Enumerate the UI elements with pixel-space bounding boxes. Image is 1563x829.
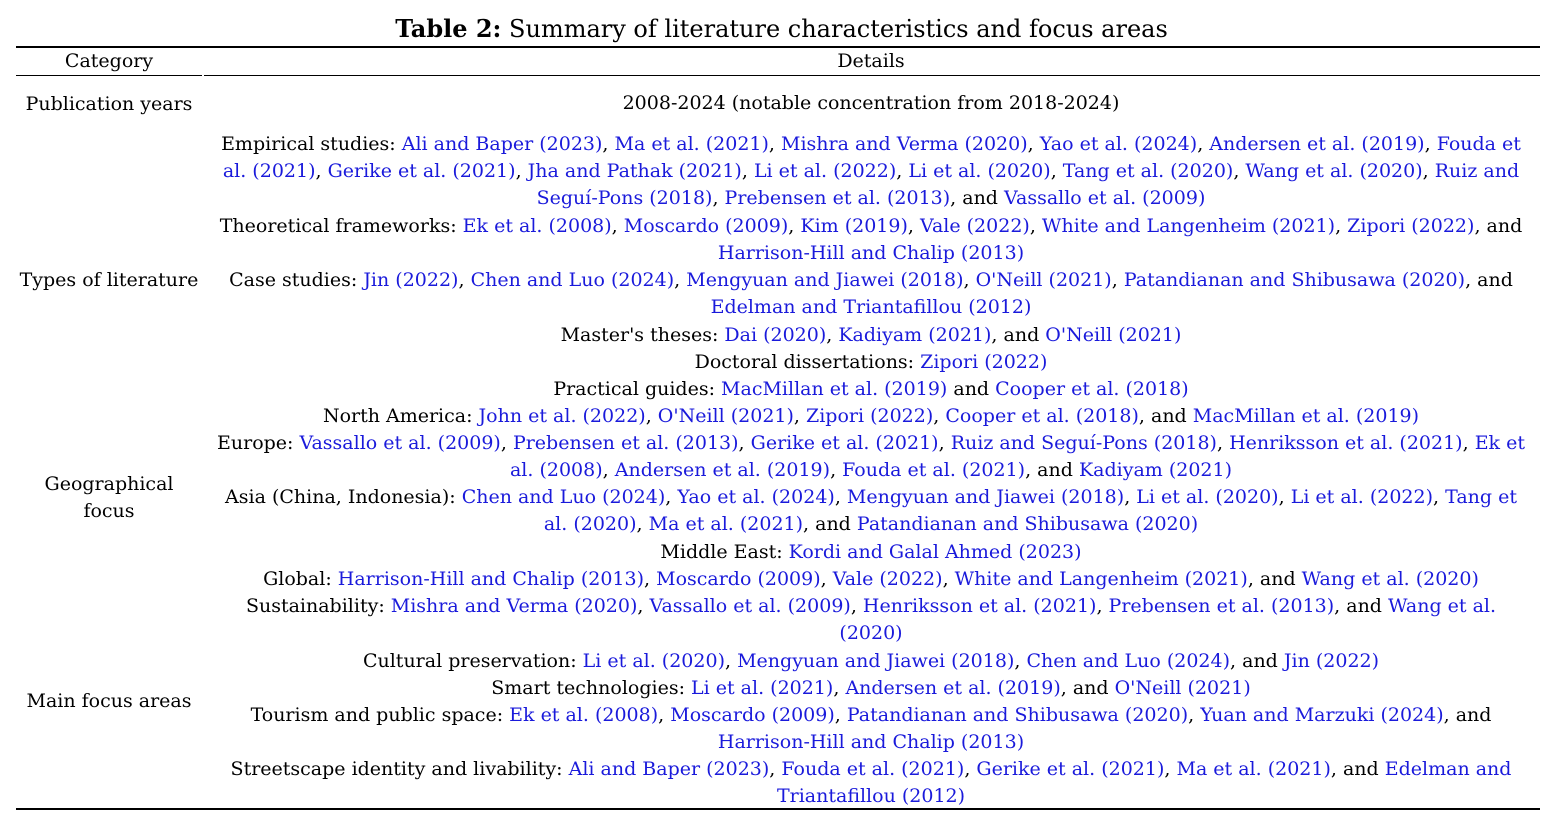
entry-text: Asia (China, Indonesia): (225, 486, 462, 508)
citation-link[interactable]: Tang et al. (2020) (543, 486, 1517, 535)
table-caption-label: Table 2: (395, 14, 502, 43)
entry-text: , (1027, 133, 1040, 155)
citation-link[interactable]: Patandianan and Shibusawa (2020) (846, 704, 1189, 726)
entry-text: Doctoral dissertations: (694, 351, 921, 373)
entry-text: , and (803, 513, 857, 535)
citation-link[interactable]: Cooper et al. (2018) (945, 405, 1139, 427)
citation-link[interactable]: Fouda et al. (2021) (781, 758, 965, 780)
citation-link[interactable]: Edelman and Triantafillou (2012) (710, 296, 1032, 318)
citation-link[interactable]: White and Langenheim (2021) (1041, 215, 1336, 237)
citation-link[interactable]: Ma et al. (2021) (1176, 758, 1331, 780)
entry-text: , (741, 160, 754, 182)
details-entry (212, 349, 1530, 376)
citation-link[interactable]: Chen and Luo (2024) (461, 486, 666, 508)
details-entry (212, 566, 1530, 593)
citation-link[interactable]: Mengyuan and Jiawei (2018) (846, 486, 1125, 508)
entry-text: , (830, 459, 843, 481)
entry-text: , (833, 677, 846, 699)
citation-link[interactable]: Mengyuan and Jiawei (2018) (737, 650, 1015, 672)
details-entry (212, 593, 1530, 647)
citation-link[interactable]: Fouda et al. (2021) (222, 133, 1521, 182)
entry-text: , (1164, 758, 1177, 780)
citation-link[interactable]: Ruiz and Seguí-Pons (2018) (950, 432, 1217, 454)
entry-text: , (1197, 133, 1210, 155)
entry-text: , (1014, 650, 1027, 672)
details-entry (212, 756, 1530, 810)
category-label: Types of literature (19, 268, 199, 291)
entry-text: Middle East: (660, 541, 789, 563)
citation-link[interactable]: Patandianan and Shibusawa (2020) (1123, 269, 1466, 291)
citation-link[interactable]: Li et al. (2020) (582, 650, 725, 672)
entry-text: , (665, 486, 678, 508)
citation-link[interactable]: Ma et al. (2021) (648, 513, 804, 535)
citation-link[interactable]: Henriksson et al. (2021) (862, 595, 1097, 617)
citation-link[interactable]: Li et al. (2022) (1290, 486, 1434, 508)
entry-text: , (938, 432, 951, 454)
entry-text: , and (1138, 405, 1193, 427)
citation-link[interactable]: Kadiyam (2021) (838, 324, 992, 346)
citation-link[interactable]: Gerike et al. (2021) (327, 160, 516, 182)
citation-link[interactable]: Li et al. (2021) (691, 677, 834, 699)
details-entry (212, 484, 1530, 538)
citation-link[interactable]: Ali and Baper (2023) (568, 758, 770, 780)
citation-link[interactable]: Kadiyam (2021) (1078, 459, 1233, 481)
citation-link[interactable]: Li et al. (2022) (753, 160, 897, 182)
citation-link[interactable]: Zipori (2022) (1347, 215, 1475, 237)
entry-text: Smart technologies: (491, 677, 692, 699)
citation-link[interactable]: Vale (2022) (832, 568, 943, 590)
citation-link[interactable]: MacMillan et al. (2019) (721, 378, 948, 400)
citation-link[interactable]: O'Neill (2021) (975, 269, 1112, 291)
citation-link[interactable]: Gerike et al. (2021) (976, 758, 1165, 780)
citation-link[interactable]: Kim (2019) (800, 215, 908, 237)
entry-text: , and (1474, 215, 1523, 237)
entry-text: , (515, 160, 528, 182)
entry-text: , (964, 758, 977, 780)
citation-link[interactable]: Mengyuan and Jiawei (2018) (686, 269, 964, 291)
details-entry (212, 539, 1530, 566)
citation-link[interactable]: Ek et al. (2008) (509, 704, 659, 726)
details-entry (212, 131, 1530, 212)
citation-link[interactable]: Li et al. (2020) (908, 160, 1051, 182)
citation-link[interactable]: Ek et al. (2008) (462, 215, 612, 237)
entry-text: , (963, 269, 976, 291)
citation-link[interactable]: Ek et al. (2008) (509, 432, 1525, 481)
entry-text: , (834, 704, 847, 726)
entry-text: , (458, 269, 471, 291)
citation-link[interactable]: MacMillan et al. (2019) (1192, 405, 1420, 427)
citation-link[interactable]: Moscardo (2009) (670, 704, 835, 726)
table-header-rule (16, 75, 1540, 76)
entry-text: , (738, 432, 751, 454)
entry-text: , and (1025, 459, 1079, 481)
entry-text: , and (1465, 269, 1513, 291)
citation-link[interactable]: Wang et al. (2020) (1245, 160, 1423, 182)
details-entry (212, 648, 1530, 675)
category-cell (16, 131, 202, 429)
entry-text: , (1278, 486, 1291, 508)
citation-link[interactable]: Moscardo (2009) (656, 568, 821, 590)
entry-text: Theoretical frameworks: (219, 215, 463, 237)
entry-text: , and (950, 187, 1005, 209)
entry-text: , (1096, 595, 1109, 617)
entry-text: Streetscape identity and livability: (230, 758, 569, 780)
entry-text: , (658, 704, 671, 726)
citation-link[interactable]: Wang et al. (2020) (839, 595, 1497, 644)
citation-link[interactable]: Chen and Luo (2024) (470, 269, 675, 291)
entry-text: , (611, 215, 624, 237)
citation-link[interactable]: O'Neill (2021) (1114, 677, 1251, 699)
entry-text: , (826, 324, 839, 346)
entry-text: , and (1247, 568, 1302, 590)
citation-link[interactable]: Yuan and Marzuki (2024) (1200, 704, 1444, 726)
details-entry (212, 430, 1530, 484)
citation-link[interactable]: Andersen et al. (2019) (614, 459, 831, 481)
citation-link[interactable]: Dai (2020) (724, 324, 827, 346)
citation-link[interactable]: Harrison-Hill and Chalip (2013) (717, 242, 1025, 264)
entry-text: , and (1230, 650, 1284, 672)
entry-text: North America: (322, 405, 479, 427)
citation-link[interactable]: Ma et al. (2021) (614, 133, 769, 155)
citation-link[interactable]: Yao et al. (2024) (1039, 133, 1198, 155)
entry-text: , (768, 133, 782, 155)
entry-text: , (1233, 160, 1246, 182)
entry-text: , (644, 568, 657, 590)
citation-link[interactable]: Jin (2022) (1283, 650, 1380, 672)
entry-text: , (645, 405, 658, 427)
citation-link[interactable]: Fouda et al. (2021) (842, 459, 1026, 481)
entry-text: , (1462, 432, 1475, 454)
entry-text: , and (991, 324, 1046, 346)
entry-text: Practical guides: (553, 378, 722, 400)
details-entry (212, 90, 1530, 117)
citation-link[interactable]: Jin (2022) (363, 269, 459, 291)
citation-link[interactable]: Moscardo (2009) (623, 215, 789, 237)
citation-link[interactable]: Andersen et al. (2019) (845, 677, 1061, 699)
category-label: Publication years (25, 92, 193, 115)
details-entry (212, 267, 1530, 321)
entry-text: , (907, 215, 920, 237)
entry-text: Master's theses: (560, 324, 725, 346)
citation-link[interactable]: Patandianan and Shibusawa (2020) (856, 513, 1199, 535)
citation-link[interactable]: Vassallo et al. (2009) (1004, 187, 1206, 209)
entry-text: , and (1060, 677, 1115, 699)
entry-text: , (1111, 269, 1124, 291)
entry-text: Global: (263, 568, 338, 590)
citation-link[interactable]: Vassallo et al. (2009) (649, 595, 851, 617)
category-cell (16, 593, 202, 809)
category-cell (16, 403, 202, 593)
citation-link[interactable]: Zipori (2022) (806, 405, 934, 427)
entry-text: , (315, 160, 328, 182)
entry-text: 2008-2024 (notable concentration from 2018-2024) (622, 92, 1120, 114)
citation-link[interactable]: Henriksson et al. (2021) (1229, 432, 1463, 454)
citation-link[interactable]: O'Neill (2021) (657, 405, 794, 427)
citation-link[interactable]: Chen and Luo (2024) (1026, 650, 1231, 672)
entry-text: , (602, 459, 615, 481)
entry-text: Sustainability: (245, 595, 391, 617)
entry-text: , and (1443, 704, 1492, 726)
citation-link[interactable]: Vassallo et al. (2009) (299, 432, 501, 454)
table-caption-text: Summary of literature characteristics and focus areas (509, 15, 1168, 43)
citation-link[interactable]: Zipori (2022) (920, 351, 1048, 373)
citation-link[interactable]: Ali and Baper (2023) (401, 133, 603, 155)
details-entry (212, 675, 1530, 702)
entry-text: , (896, 160, 909, 182)
entry-text: , (1029, 215, 1042, 237)
entry-text: , (1124, 486, 1137, 508)
citation-link[interactable]: Vale (2022) (919, 215, 1030, 237)
entry-text: , (1188, 704, 1201, 726)
entry-text: , (636, 513, 649, 535)
entry-text: , (1422, 160, 1435, 182)
citation-link[interactable]: Mishra and Verma (2020) (781, 133, 1028, 155)
details-entry (212, 702, 1530, 756)
entry-text: , (725, 650, 738, 672)
entry-text: , (1050, 160, 1063, 182)
category-label: Main focus areas (26, 689, 192, 712)
entry-text: , (500, 432, 513, 454)
details-entry (212, 213, 1530, 267)
column-header-details: Details (837, 50, 905, 72)
table-caption (0, 14, 1563, 44)
entry-text: and (947, 378, 996, 400)
entry-text: , (1216, 432, 1230, 454)
entry-text: , (788, 215, 801, 237)
entry-text: , (1433, 486, 1446, 508)
entry-text: Empirical studies: (221, 133, 402, 155)
citation-link[interactable]: Prebensen et al. (2013) (724, 187, 951, 209)
header-rule-gap (202, 74, 204, 77)
entry-text: Tourism and public space: (250, 704, 510, 726)
citation-link[interactable]: Prebensen et al. (2013) (512, 432, 739, 454)
entry-text: , (820, 568, 833, 590)
citation-link[interactable]: O'Neill (2021) (1045, 324, 1182, 346)
column-header-category: Category (64, 50, 154, 72)
table-bottom-rule (16, 808, 1540, 810)
entry-text: , (674, 269, 687, 291)
citation-link[interactable]: Harrison-Hill and Chalip (2013) (337, 568, 645, 590)
entry-text: , (942, 568, 955, 590)
citation-link[interactable]: Yao et al. (2024) (677, 486, 835, 508)
entry-text: , (602, 133, 615, 155)
entry-text: , (1424, 133, 1437, 155)
citation-link[interactable]: Jha and Pathak (2021) (527, 160, 742, 182)
entry-text: Case studies: (229, 269, 364, 291)
entry-text: , and (1330, 758, 1385, 780)
citation-link[interactable]: Andersen et al. (2019) (1209, 133, 1425, 155)
citation-link[interactable]: Prebensen et al. (2013) (1108, 595, 1335, 617)
citation-link[interactable]: Harrison-Hill and Chalip (2013) (717, 731, 1025, 753)
citation-link[interactable]: White and Langenheim (2021) (954, 568, 1248, 590)
category-label: Geographical focus (44, 473, 174, 522)
entry-text: , (1335, 215, 1348, 237)
details-entry (212, 322, 1530, 349)
citation-link[interactable]: Kordi and Galal Ahmed (2023) (788, 541, 1082, 563)
entry-text: Cultural preservation: (362, 650, 583, 672)
entry-text: , (834, 486, 847, 508)
details-entry (212, 403, 1530, 430)
citation-link[interactable]: Tang et al. (2020) (1062, 160, 1234, 182)
citation-link[interactable]: John et al. (2022) (478, 405, 646, 427)
entry-text: , (769, 758, 782, 780)
entry-text: Europe: (217, 432, 300, 454)
entry-text: , (793, 405, 807, 427)
entry-text: , and (1334, 595, 1389, 617)
category-cell (16, 77, 202, 131)
citation-link[interactable]: Wang et al. (2020) (1301, 568, 1479, 590)
entry-text: , (712, 187, 725, 209)
entry-text: , (933, 405, 946, 427)
citation-link[interactable]: Li et al. (2020) (1136, 486, 1279, 508)
citation-link[interactable]: Mishra and Verma (2020) (390, 595, 638, 617)
entry-text: , (850, 595, 863, 617)
citation-link[interactable]: Edelman and Triantafillou (2012) (776, 758, 1512, 807)
details-entry (212, 376, 1530, 403)
citation-link[interactable]: Gerike et al. (2021) (750, 432, 939, 454)
citation-link[interactable]: Cooper et al. (2018) (995, 378, 1189, 400)
citation-link[interactable]: Ruiz and Seguí-Pons (2018) (536, 160, 1520, 209)
entry-text: , (637, 595, 650, 617)
